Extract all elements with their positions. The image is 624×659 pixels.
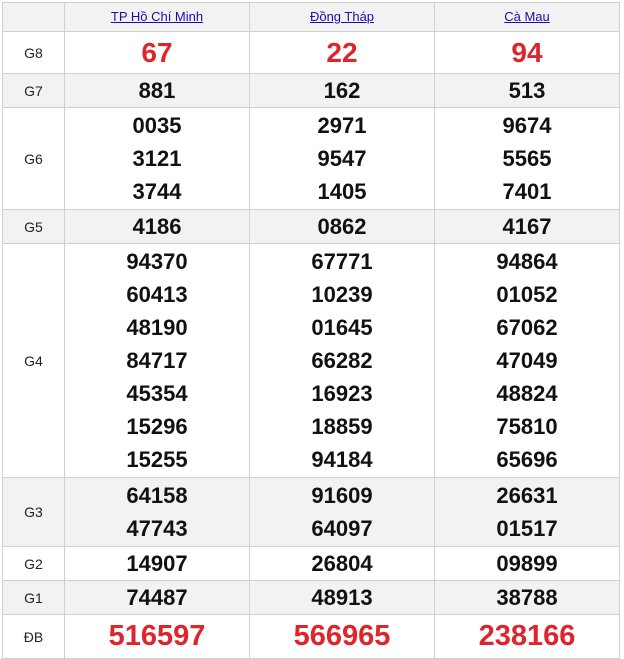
prize-value: 16923 bbox=[311, 381, 373, 406]
lottery-results-table bbox=[2, 2, 620, 659]
prize-cell bbox=[435, 244, 620, 478]
prize-label: G5 bbox=[3, 210, 65, 244]
special-prize-value: 516597 bbox=[65, 615, 250, 659]
province-link-dong-thap[interactable]: Đồng Tháp bbox=[309, 9, 375, 24]
province-header bbox=[65, 3, 250, 32]
prize-value: 65696 bbox=[496, 447, 558, 472]
prize-label: G6 bbox=[3, 108, 65, 210]
prize-value: 513 bbox=[435, 74, 620, 108]
province-link-ca-mau[interactable]: Cà Mau bbox=[504, 9, 550, 24]
prize-value: 14907 bbox=[65, 547, 250, 581]
province-header bbox=[435, 3, 620, 32]
prize-label: ĐB bbox=[3, 615, 65, 659]
province-link-hcm[interactable]: TP Hồ Chí Minh bbox=[110, 9, 204, 24]
prize-row-g4 bbox=[3, 244, 620, 478]
special-prize-value: 238166 bbox=[435, 615, 620, 659]
prize-row-g2 bbox=[3, 547, 620, 581]
prize-value: 2971 bbox=[317, 113, 367, 138]
prize-value: 48190 bbox=[126, 315, 188, 340]
prize-value: 162 bbox=[250, 74, 435, 108]
prize-value: 26804 bbox=[250, 547, 435, 581]
prize-cell bbox=[65, 108, 250, 210]
prize-value: 94370 bbox=[126, 249, 188, 274]
prize-value: 01645 bbox=[311, 315, 373, 340]
prize-label: G4 bbox=[3, 244, 65, 478]
prize-value: 47743 bbox=[126, 516, 188, 541]
prize-value: 67062 bbox=[496, 315, 558, 340]
prize-value: 4186 bbox=[65, 210, 250, 244]
prize-value: 7401 bbox=[502, 179, 552, 204]
prize-row-g7 bbox=[3, 74, 620, 108]
prize-row-g1 bbox=[3, 581, 620, 615]
prize-value: 94184 bbox=[311, 447, 373, 472]
prize-label: G3 bbox=[3, 478, 65, 547]
prize-value: 94 bbox=[435, 32, 620, 74]
prize-value: 26631 bbox=[496, 483, 558, 508]
prize-value: 45354 bbox=[126, 381, 188, 406]
prize-value: 4167 bbox=[435, 210, 620, 244]
prize-value: 74487 bbox=[65, 581, 250, 615]
prize-label: G7 bbox=[3, 74, 65, 108]
prize-row-g8 bbox=[3, 32, 620, 74]
prize-value: 3121 bbox=[132, 146, 182, 171]
prize-value: 66282 bbox=[311, 348, 373, 373]
prize-cell bbox=[250, 244, 435, 478]
prize-value: 47049 bbox=[496, 348, 558, 373]
prize-row-g3 bbox=[3, 478, 620, 547]
prize-value: 60413 bbox=[126, 282, 188, 307]
prize-cell bbox=[65, 244, 250, 478]
prize-value: 01517 bbox=[496, 516, 558, 541]
prize-label: G1 bbox=[3, 581, 65, 615]
prize-column-header bbox=[3, 3, 65, 32]
prize-value: 48824 bbox=[496, 381, 558, 406]
prize-value: 64097 bbox=[311, 516, 373, 541]
header-row bbox=[3, 3, 620, 32]
prize-row-g5 bbox=[3, 210, 620, 244]
prize-value: 94864 bbox=[496, 249, 558, 274]
prize-cell bbox=[435, 478, 620, 547]
prize-value: 9547 bbox=[317, 146, 367, 171]
prize-value: 75810 bbox=[496, 414, 558, 439]
prize-value: 0862 bbox=[250, 210, 435, 244]
prize-value: 9674 bbox=[502, 113, 552, 138]
prize-value: 15296 bbox=[126, 414, 188, 439]
prize-label: G2 bbox=[3, 547, 65, 581]
prize-value: 09899 bbox=[435, 547, 620, 581]
prize-value: 48913 bbox=[250, 581, 435, 615]
prize-value: 881 bbox=[65, 74, 250, 108]
prize-value: 84717 bbox=[126, 348, 188, 373]
prize-value: 64158 bbox=[126, 483, 188, 508]
prize-cell bbox=[250, 478, 435, 547]
province-header bbox=[250, 3, 435, 32]
prize-value: 67771 bbox=[311, 249, 373, 274]
prize-value: 1405 bbox=[317, 179, 367, 204]
prize-row-g6 bbox=[3, 108, 620, 210]
prize-value: 0035 bbox=[132, 113, 182, 138]
prize-value: 22 bbox=[250, 32, 435, 74]
prize-value: 10239 bbox=[311, 282, 373, 307]
prize-value: 67 bbox=[65, 32, 250, 74]
special-prize-value: 566965 bbox=[250, 615, 435, 659]
prize-value: 91609 bbox=[311, 483, 373, 508]
prize-value: 18859 bbox=[311, 414, 373, 439]
prize-label: G8 bbox=[3, 32, 65, 74]
prize-cell bbox=[435, 108, 620, 210]
prize-value: 38788 bbox=[435, 581, 620, 615]
prize-value: 5565 bbox=[502, 146, 552, 171]
prize-value: 3744 bbox=[132, 179, 182, 204]
prize-cell bbox=[65, 478, 250, 547]
prize-value: 15255 bbox=[126, 447, 188, 472]
prize-cell bbox=[250, 108, 435, 210]
prize-value: 01052 bbox=[496, 282, 558, 307]
